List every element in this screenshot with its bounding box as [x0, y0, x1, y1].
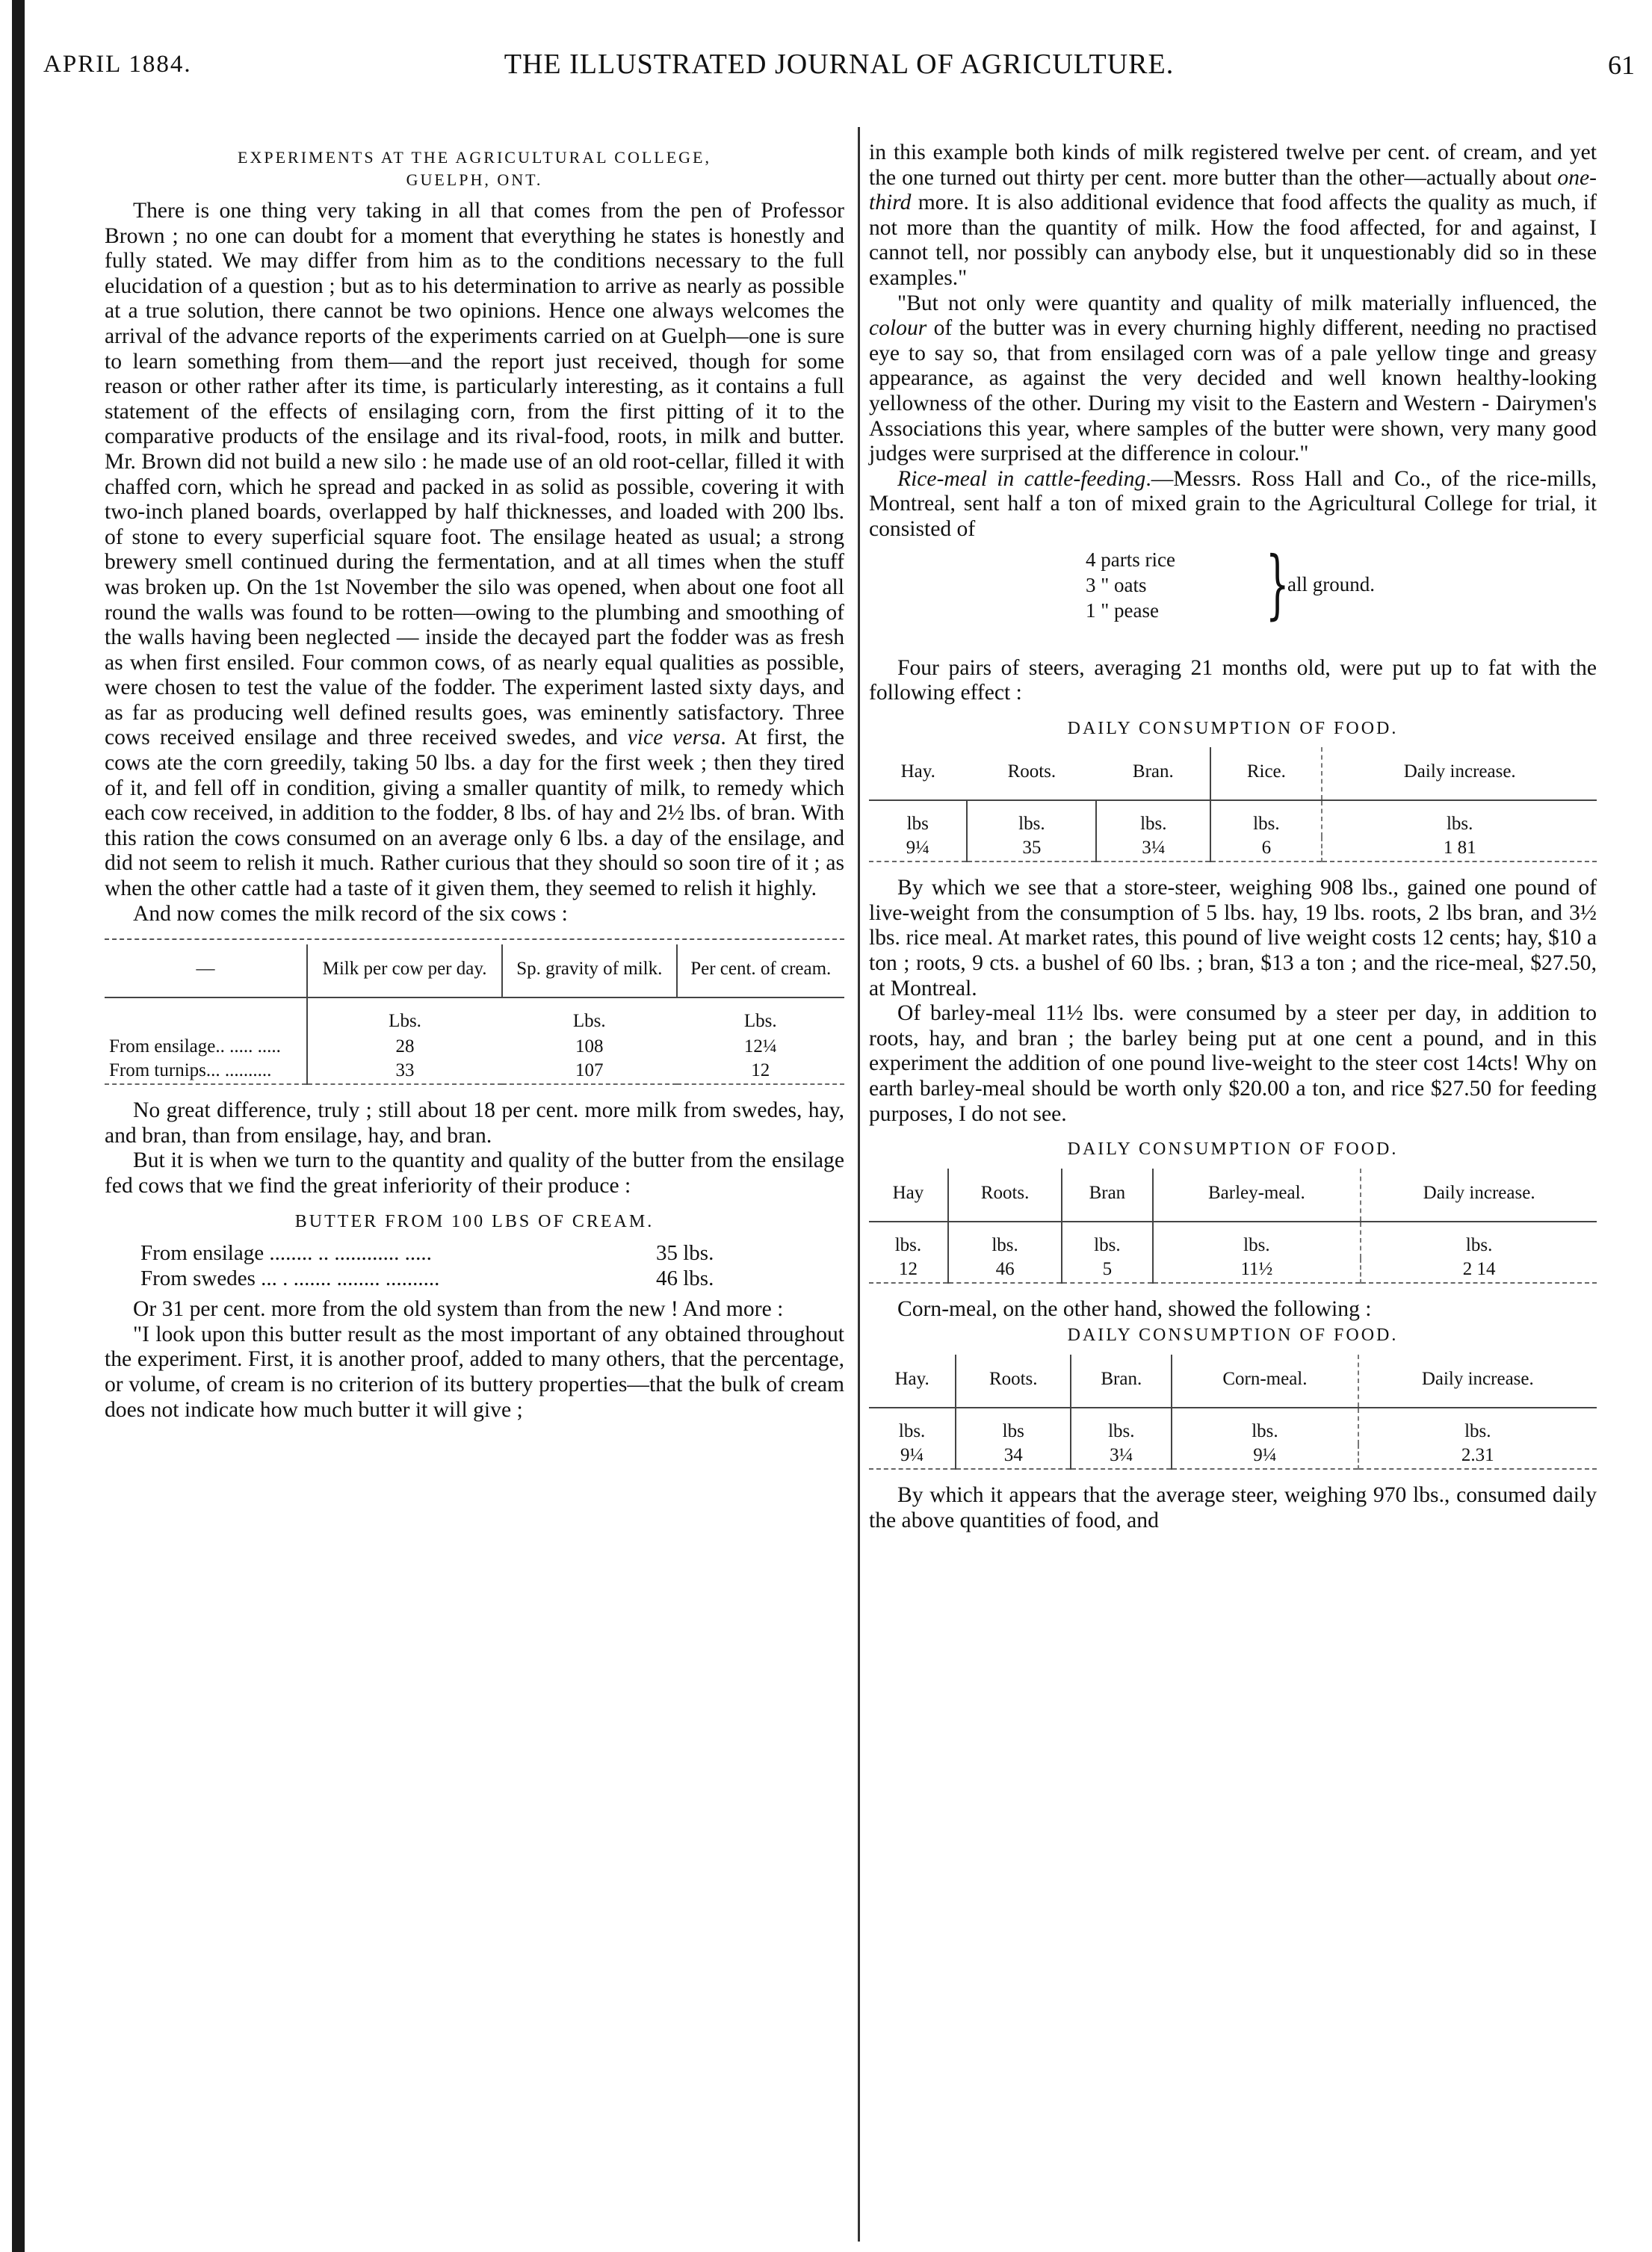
paragraph	[105, 199, 844, 902]
table-cell: 12	[751, 1060, 770, 1081]
grain-name: " pease	[1101, 598, 1159, 622]
table-cell: lbs.	[1153, 1222, 1361, 1258]
table-row	[105, 1060, 844, 1084]
issue-date: APRIL 1884.	[43, 51, 192, 78]
article-heading-line-2: GUELPH, ONT.	[406, 170, 543, 189]
article-heading-line-1: EXPERIMENTS AT THE AGRICULTURAL COLLEGE,	[238, 148, 711, 167]
table-header: Daily increase.	[1322, 747, 1597, 800]
table-cell: 12¼	[743, 1036, 777, 1057]
list-item	[140, 1266, 844, 1291]
paragraph: Four pairs of steers, averaging 21 months old, were put up to fat with the following effect :	[869, 655, 1597, 705]
table-cell: 34	[956, 1444, 1071, 1469]
table-cell: lbs.	[1062, 1222, 1152, 1258]
grain-qty: 4	[1086, 548, 1096, 571]
table-cell: lbs.	[1071, 1408, 1172, 1444]
table-cell: 9¼	[906, 838, 929, 859]
table-cell: 9¼	[900, 1445, 924, 1465]
text-run: in this example both kinds of milk registered twelve per cent. of cream, and yet the one turned out thirty per cent. more butter than the other—actually about	[869, 140, 1597, 190]
table-cell: lbs.	[894, 1234, 922, 1255]
grain-qty: 1	[1086, 598, 1096, 622]
paragraph: No great difference, truly ; still about 18 per cent. more milk from swedes, hay, and bran, than from ensilage, hay, and bran.	[105, 1098, 844, 1148]
table-cell: lbs.	[1172, 1408, 1358, 1444]
table-header: Roots.	[948, 1169, 1062, 1222]
table-rule	[105, 938, 844, 940]
list-label: From swedes ... . ....... ........ ..........	[140, 1266, 440, 1291]
table-cell: 2 14	[1361, 1258, 1597, 1283]
paragraph	[869, 291, 1597, 467]
table-title: DAILY CONSUMPTION OF FOOD.	[1067, 1139, 1399, 1160]
table-cell: lbs.	[1210, 800, 1322, 837]
grain-mixture	[869, 539, 1597, 643]
text-run: There is one thing very taking in all that comes from the pen of Professor Brown ; no one can doubt for a moment that everything he states is honestly and fully stated. We may differ from him as to the conditions necessary to the full elucidation of a question ; but as to his determination to arrive as nearly as possible at a true solution, there cannot be two opinions. Hence one always welcomes the arrival of the advance reports of the experiments carried on at Guelph—one is sure to learn something from them—and the report just received, though for some reason or other rather after its time, is particularly interesting, as it contains a full statement of the effects of ensilaging corn, from the first pitting of it to the comparative products of the ensilage and its rival-food, roots, in milk and butter. Mr. Brown did not build a new silo : he made use of an old root-cellar, filled it with chaffed corn, which he spread and packed in as solid as possible, covering it with two-inch planed boards, overlapped by half thicknesses, and loaded with 200 lbs. of stone to every superficial square foot. The ensilage heated as usual; a strong brewery smell continued during the fermentation, and at all times when the stuff was broken up. On the 1st November the silo was opened, when about one foot all round the walls was found to be rotten—owing to the plumbing and smoothing of the walls having been neglected — inside the decayed part the fodder was as fresh as when first ensiled. Four common cows, of as nearly equal qualities as possible, were chosen to test the value of the fodder. The experiment lasted sixty days, and as far as producing well defined results goes, was eminently satisfactory. Three cows received ensilage and three received swedes, and	[105, 199, 844, 750]
rice-consumption-table	[869, 747, 1597, 868]
table-bottom-rule	[869, 1469, 1597, 1476]
page-header	[43, 48, 1635, 85]
table-cell: 33	[307, 1060, 502, 1084]
table-header: Rice.	[1210, 747, 1322, 800]
table-bottom-rule	[869, 1283, 1597, 1290]
table-cell: 108	[575, 1036, 604, 1057]
journal-title: THE ILLUSTRATED JOURNAL OF AGRICULTURE.	[504, 49, 1175, 80]
grain-name: " oats	[1101, 573, 1147, 596]
left-margin-rule	[12, 0, 25, 2252]
paragraph: "I look upon this butter result as the most important of any obtained throughout the experiment. First, it is another proof, added to many others, that the percentage, or volume, of cream is no criterion of its buttery properties—that the bulk of cream does not indicate how much butter it will give ;	[105, 1322, 844, 1422]
row-label: From ensilage.. ..... .....	[109, 1036, 281, 1057]
list-label: From ensilage ........ .. ............ .....	[140, 1241, 432, 1266]
paragraph: Of barley-meal 11½ lbs. were consumed by a steer per day, in addition to roots, hay, and bran ; the barley being put at one cent a pound, and in this experiment the addition of one pound live-weight to the steer cost 14cts! Why on earth barley-meal should be worth only $20.00 a ton, and rice $27.50 for feeding purposes, I do not see.	[869, 1001, 1597, 1126]
text-run: . At first, the cows ate the corn greedily, taking 50 lbs. a day for the first week ; then they tired of it, and fell off in condition, giving a smaller quantity of milk, to remedy which each cow received, in addition to the fodder, 8 lbs. of hay and 2½ lbs. of bran. With this ration the cows consumed on an average only 6 lbs. a day of the ensilage, and did not seem to relish it much. Rather curious that they should so soon tire of it ; as when the other cattle had a taste of it given them, they seemed to relish it highly.	[105, 726, 844, 901]
brace-icon: }	[1265, 539, 1290, 628]
table-header: Bran	[1062, 1169, 1152, 1222]
table-cell: 9¼	[1172, 1444, 1358, 1469]
italic-text: vice versa	[627, 726, 721, 750]
row-label: From turnips... ..........	[109, 1060, 272, 1081]
table-cell: lbs	[906, 814, 929, 835]
table-cell	[105, 997, 307, 1034]
table-cell: 2.31	[1358, 1444, 1597, 1469]
table-header: Roots.	[967, 747, 1096, 800]
table-title: DAILY CONSUMPTION OF FOOD.	[1067, 1325, 1399, 1346]
table-header: Bran.	[1096, 747, 1210, 800]
table-cell: Lbs.	[743, 1011, 777, 1032]
paragraph: But it is when we turn to the quantity and quality of the butter from the ensilage fed cows that we find the great inferiority of their produce :	[105, 1148, 844, 1198]
list-value: 35 lbs.	[656, 1241, 714, 1266]
italic-text: Rice-meal in cattle-feeding	[897, 466, 1146, 491]
paragraph: By which we see that a store-steer, weighing 908 lbs., gained one pound of live-weight from the consumption of 5 lbs. hay, 19 lbs. roots, 2 lbs bran, and 3½ lbs. rice meal. At market rates, this pound of live weight costs 12 cents; hay, $10 a ton ; roots, 9 cts. a bushel of 60 lbs. ; bran, $13 a ton ; and the rice-meal, $27.50, at Montreal.	[869, 876, 1597, 1000]
text-run: of the butter was in every churning highly different, needing no practised eye to say so, that from ensilaged corn was of a pale yellow tinge and greasy appearance, as against the very decided and well known healthy-looking yellowness of the other. During my visit to the Eastern and Western - Dairymen's Associations this year, where samples of the butter were shown, very many good judges were surprised at the difference in colour."	[869, 316, 1597, 466]
grain-name: parts rice	[1101, 548, 1175, 571]
table-row	[105, 1034, 844, 1060]
table-cell: 1 81	[1322, 837, 1597, 861]
barley-consumption-table	[869, 1169, 1597, 1290]
table-row	[105, 997, 844, 1034]
table-bottom-rule	[105, 1084, 844, 1091]
list-value: 46 lbs.	[656, 1266, 714, 1291]
table-cell: 6	[1210, 837, 1322, 861]
corn-consumption-table	[869, 1355, 1597, 1476]
grain-item	[1086, 572, 1147, 598]
article-heading	[105, 146, 844, 191]
grain-qty: 3	[1086, 573, 1096, 596]
table-cell: 107	[575, 1060, 604, 1081]
milk-record-table	[105, 944, 844, 1091]
table-header: Corn-meal.	[1172, 1355, 1358, 1408]
table-cell: 28	[307, 1034, 502, 1060]
table-cell: lbs.	[1096, 800, 1210, 837]
text-run: more. It is also additional evidence that food affects the quality as much, if not more than the quantity of milk. How the food affected, for and against, I cannot tell, nor possibly can anybody else, but it unquestionably did so in these examples."	[869, 191, 1597, 290]
page-number: 61	[1608, 50, 1635, 80]
left-column	[105, 140, 844, 1423]
table-cell: lbs.	[898, 1421, 926, 1441]
paragraph: And now comes the milk record of the six cows :	[133, 901, 568, 926]
table-row	[869, 1444, 1597, 1469]
table-cell: Lbs.	[572, 1011, 606, 1032]
table-cell: lbs.	[1361, 1222, 1597, 1258]
paragraph	[869, 467, 1597, 542]
table-header: —	[105, 944, 307, 997]
list-item	[140, 1240, 844, 1266]
table-cell: 46	[948, 1258, 1062, 1283]
table-cell: 12	[898, 1258, 918, 1279]
grain-item	[1086, 547, 1175, 572]
table-bottom-rule	[869, 861, 1597, 868]
italic-text: one-third	[869, 165, 1597, 215]
table-cell: lbs.	[967, 800, 1096, 837]
table-row	[869, 837, 1597, 861]
right-column	[869, 140, 1597, 1533]
paragraph: By which it appears that the average steer, weighing 970 lbs., consumed daily the above quantities of food, and	[869, 1483, 1597, 1532]
table-cell: 35	[967, 837, 1096, 861]
table-header: Hay	[869, 1169, 948, 1222]
table-cell: 5	[1062, 1258, 1152, 1283]
table-cell: 3¼	[1071, 1444, 1172, 1469]
table-header: Daily increase.	[1358, 1355, 1597, 1408]
table-header: Daily increase.	[1361, 1169, 1597, 1222]
table-header: Sp. gravity of milk.	[502, 944, 676, 997]
paragraph	[869, 140, 1597, 291]
table-cell: lbs.	[1358, 1408, 1597, 1444]
paragraph: Corn-meal, on the other hand, showed the following :	[897, 1296, 1372, 1321]
column-rule	[858, 127, 860, 2242]
table-row	[869, 1222, 1597, 1258]
table-header: Hay.	[869, 1355, 956, 1408]
table-cell: Lbs.	[307, 997, 502, 1034]
paragraph: Or 31 per cent. more from the old system than from the new ! And more :	[133, 1297, 784, 1322]
table-header: Per cent. of cream.	[677, 944, 845, 997]
table-row	[869, 1258, 1597, 1283]
table-header: Roots.	[956, 1355, 1071, 1408]
table-cell: lbs.	[948, 1222, 1062, 1258]
butter-list	[105, 1240, 844, 1291]
text-run: .—Messrs. Ross Hall and Co., of the rice-mills, Montreal, sent half a ton of mixed grain to the Agricultural College for trial, it consisted of	[869, 466, 1597, 541]
grain-note: all ground.	[1287, 572, 1375, 596]
grain-item	[1086, 598, 1159, 623]
table-cell: 3¼	[1096, 837, 1210, 861]
text-run: "But not only were quantity and quality of milk materially influenced, the	[897, 291, 1597, 315]
table-row	[869, 800, 1597, 837]
table-header: Barley-meal.	[1153, 1169, 1361, 1222]
table-row	[869, 1408, 1597, 1444]
table-header: Hay.	[869, 747, 967, 800]
table-cell: lbs	[956, 1408, 1071, 1444]
butter-title: BUTTER FROM 100 LBS OF CREAM.	[294, 1211, 655, 1231]
table-cell: 11½	[1153, 1258, 1361, 1283]
italic-text: colour	[869, 316, 927, 341]
table-title: DAILY CONSUMPTION OF FOOD.	[1067, 718, 1399, 738]
table-header: Milk per cow per day.	[307, 944, 502, 997]
table-header: Bran.	[1071, 1355, 1172, 1408]
table-cell: lbs.	[1322, 800, 1597, 837]
